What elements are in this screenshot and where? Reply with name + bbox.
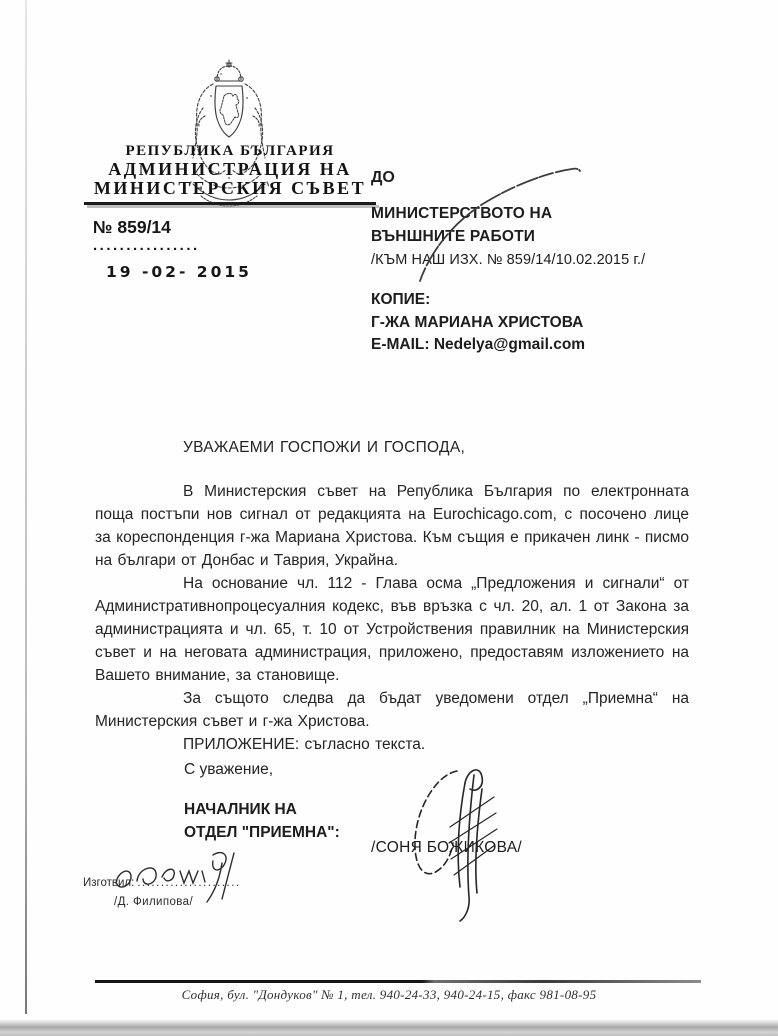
signer-name: /СОНЯ БОЖИКОВА/ <box>371 839 522 856</box>
pen-stroke-mark <box>407 157 582 287</box>
letterhead-org-line1: АДМИНИСТРАЦИЯ НА <box>108 159 352 179</box>
prepared-by-signature <box>110 847 245 909</box>
salutation: УВАЖАЕМИ ГОСПОЖИ И ГОСПОДА, <box>183 439 466 456</box>
prepared-by-name: /Д. Филипова/ <box>114 896 194 908</box>
addressee-org-line2: ВЪНШНИТЕ РАБОТИ <box>371 228 536 245</box>
signer-title <box>184 799 340 844</box>
attachment-line: ПРИЛОЖЕНИЕ: съгласно текста. <box>183 736 426 753</box>
closing-line: С уважение, <box>184 761 274 778</box>
paragraph: За същото следва да бъдат уведомени отдел „Приемна“ на Министерския съвет и г-жа Христова. <box>95 690 689 730</box>
copy-email: E-MAIL: Nedelya@gmail.com <box>371 336 586 353</box>
copy-block <box>371 289 585 357</box>
addressee-to-label: ДО <box>371 169 395 186</box>
scan-bottom-edge <box>0 1019 778 1036</box>
date-stamp: 19 -02- 2015 <box>106 263 252 281</box>
paragraph: На основание чл. 112 - Глава осма „Предложения и сигнали“ от Административнопроцесуалния кодекс, във връзка с чл. 20, ал. 1 от Закона за администрацията и чл. 65, т. 10 от Устройствения правилник на Министерския съвет и на неговата администрация, приложено, предоставям изложението на Вашето внимание, за становище. <box>95 575 689 684</box>
copy-label: КОПИЕ: <box>371 291 431 308</box>
prepared-by-dots: ...................... <box>137 877 241 889</box>
letterhead-country: РЕПУБЛИКА БЪЛГАРИЯ <box>125 143 335 159</box>
signer-title-line1: НАЧАЛНИК НА <box>184 801 297 818</box>
letterhead-rule <box>84 202 376 205</box>
addressee-org-line1: МИНИСТЕРСТВОТО НА <box>371 205 553 222</box>
letterhead-org-line2: МИНИСТЕРСКИЯ СЪВЕТ <box>93 178 367 198</box>
copy-name: Г-ЖА МАРИАНА ХРИСТОВА <box>371 313 584 331</box>
addressee-our-ref: /КЪМ НАШ ИЗХ. № 859/14/10.02.2015 г./ <box>371 252 646 268</box>
footer-rule <box>95 980 701 983</box>
signer-title-line2: ОТДЕЛ "ПРИЕМНА": <box>184 823 340 841</box>
paragraph: В Министерския съвет на Република България по електронната поща постъпи нов сигнал от редакцията на Eurochicago.com, с посочено лице за кореспонденция г-жа Мариана Христова. Към същия е прикачен линк - писмо на българи от Донбас и Таврия, Украйна. <box>95 483 689 569</box>
reference-dotted-line: ................ <box>93 237 200 254</box>
reference-number: № 859/14 <box>93 217 171 237</box>
letter-body <box>95 436 689 756</box>
handwritten-signature <box>402 731 522 926</box>
prepared-by-label: Изготвил: <box>83 877 135 889</box>
scan-left-edge <box>25 0 27 1014</box>
letterhead <box>84 143 376 198</box>
footer-address: София, бул. "Дондуков" № 1, тел. 940-24-33, 940-24-15, факс 981-08-95 <box>181 987 597 1002</box>
